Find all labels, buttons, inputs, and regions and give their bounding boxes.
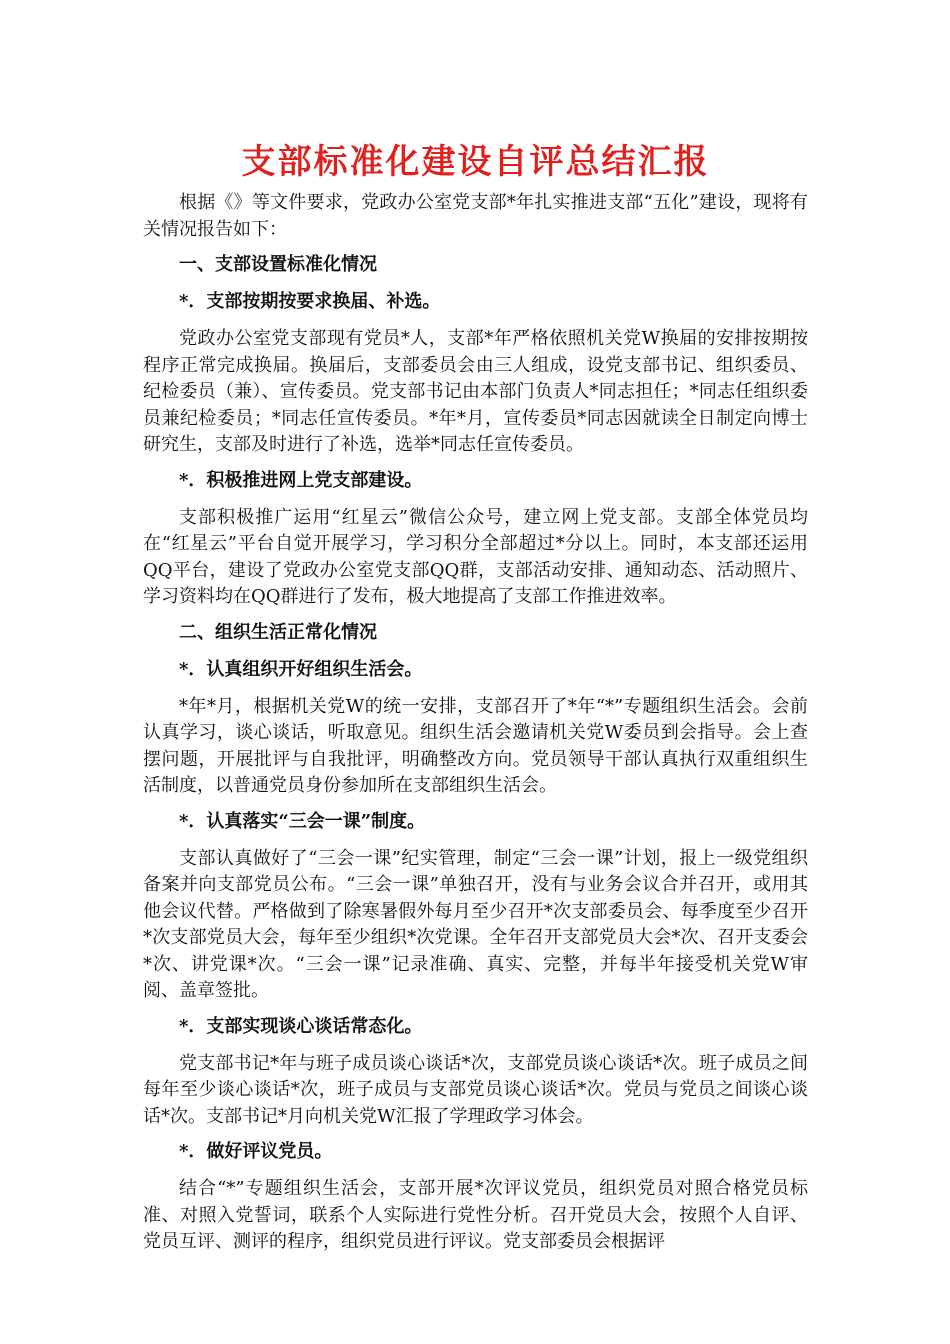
section-organization-life <box>143 620 808 1256</box>
document-body <box>143 140 808 1265</box>
subsection-heading: *．做好评议党员。 <box>179 1141 333 1162</box>
subsection-heading: *．支部实现谈心谈话常态化。 <box>179 1015 423 1037</box>
section-heading: 一、支部设置标准化情况 <box>179 254 377 275</box>
subsection-heading: *．认真组织开好组织生活会。 <box>179 658 423 680</box>
subsection-heading: *．认真落实“三会一课”制度。 <box>179 810 426 832</box>
body-paragraph: 支部积极推广运用“红星云”微信公众号，建立网上党支部。支部全体党员均在“红星云”平台自觉开展学习，学习积分全部超过*分以上。同时，本支部还运用QQ平台，建设了党政办公室党支部QQ群，支部活动安排、通知动态、活动照片、学习资料均在QQ群进行了发布，极大地提高了支部工作推进效率。 <box>143 506 808 607</box>
body-paragraph: 支部认真做好了“三会一课”纪实管理，制定“三会一课”计划，报上一级党组织备案并向支部党员公布。“三会一课”单独召开，没有与业务会议合并召开，或用其他会议代替。严格做到了除寒暑假外每月至少召开*次支部委员会、每季度至少召开*次支部党员大会，每年至少组织*次党课。全年召开支部党员大会*次、召开支委会*次、讲党课*次。“三会一课”记录准确、真实、完整，并每半年接受机关党W审阅、盖章签批。 <box>143 847 808 1001</box>
body-paragraph: 党支部书记*年与班子成员谈心谈话*次，支部党员谈心谈话*次。班子成员之间每年至少谈心谈话*次，班子成员与支部党员谈心谈话*次。党员与党员之间谈心谈话*次。支部书记*月向机关党W汇报了学理政学习体会。 <box>143 1052 808 1127</box>
subsection-heading: *．积极推进网上党支部建设。 <box>179 469 423 491</box>
document-title: 支部标准化建设自评总结汇报 <box>241 142 710 182</box>
body-paragraph: *年*月，根据机关党W的统一安排，支部召开了*年“*”专题组织生活会。会前认真学习，谈心谈话，听取意见。组织生活会邀请机关党W委员到会指导。会上查摆问题，开展批评与自我批评，明确整改方向。党员领导干部认真执行双重组织生活制度，以普通党员身份参加所在支部组织生活会。 <box>143 695 808 796</box>
intro-paragraph: 根据《》等文件要求，党政办公室党支部*年扎实推进支部“五化”建设，现将有关情况报告如下： <box>143 192 808 240</box>
body-paragraph: 党政办公室党支部现有党员*人，支部*年严格依照机关党W换届的安排按期按程序正常完成换届。换届后，支部委员会由三人组成，设党支部书记、组织委员、纪检委员（兼）、宣传委员。党支部书记由本部门负责人*同志担任；*同志任组织委员兼纪检委员；*同志任宣传委员。*年*月，宣传委员*同志因就读全日制定向博士研究生，支部及时进行了补选，选举*同志任宣传委员。 <box>143 328 808 455</box>
section-settings <box>143 252 808 611</box>
subsection-heading: *．支部按期按要求换届、补选。 <box>179 291 441 312</box>
section-heading: 二、组织生活正常化情况 <box>179 621 377 643</box>
body-paragraph: 结合“*”专题组织生活会，支部开展*次评议党员，组织党员对照合格党员标准、对照入党誓词，联系个人实际进行党性分析。召开党员大会，按照个人自评、党员互评、测评的程序，组织党员进行评议。党支部委员会根据评 <box>143 1178 808 1252</box>
